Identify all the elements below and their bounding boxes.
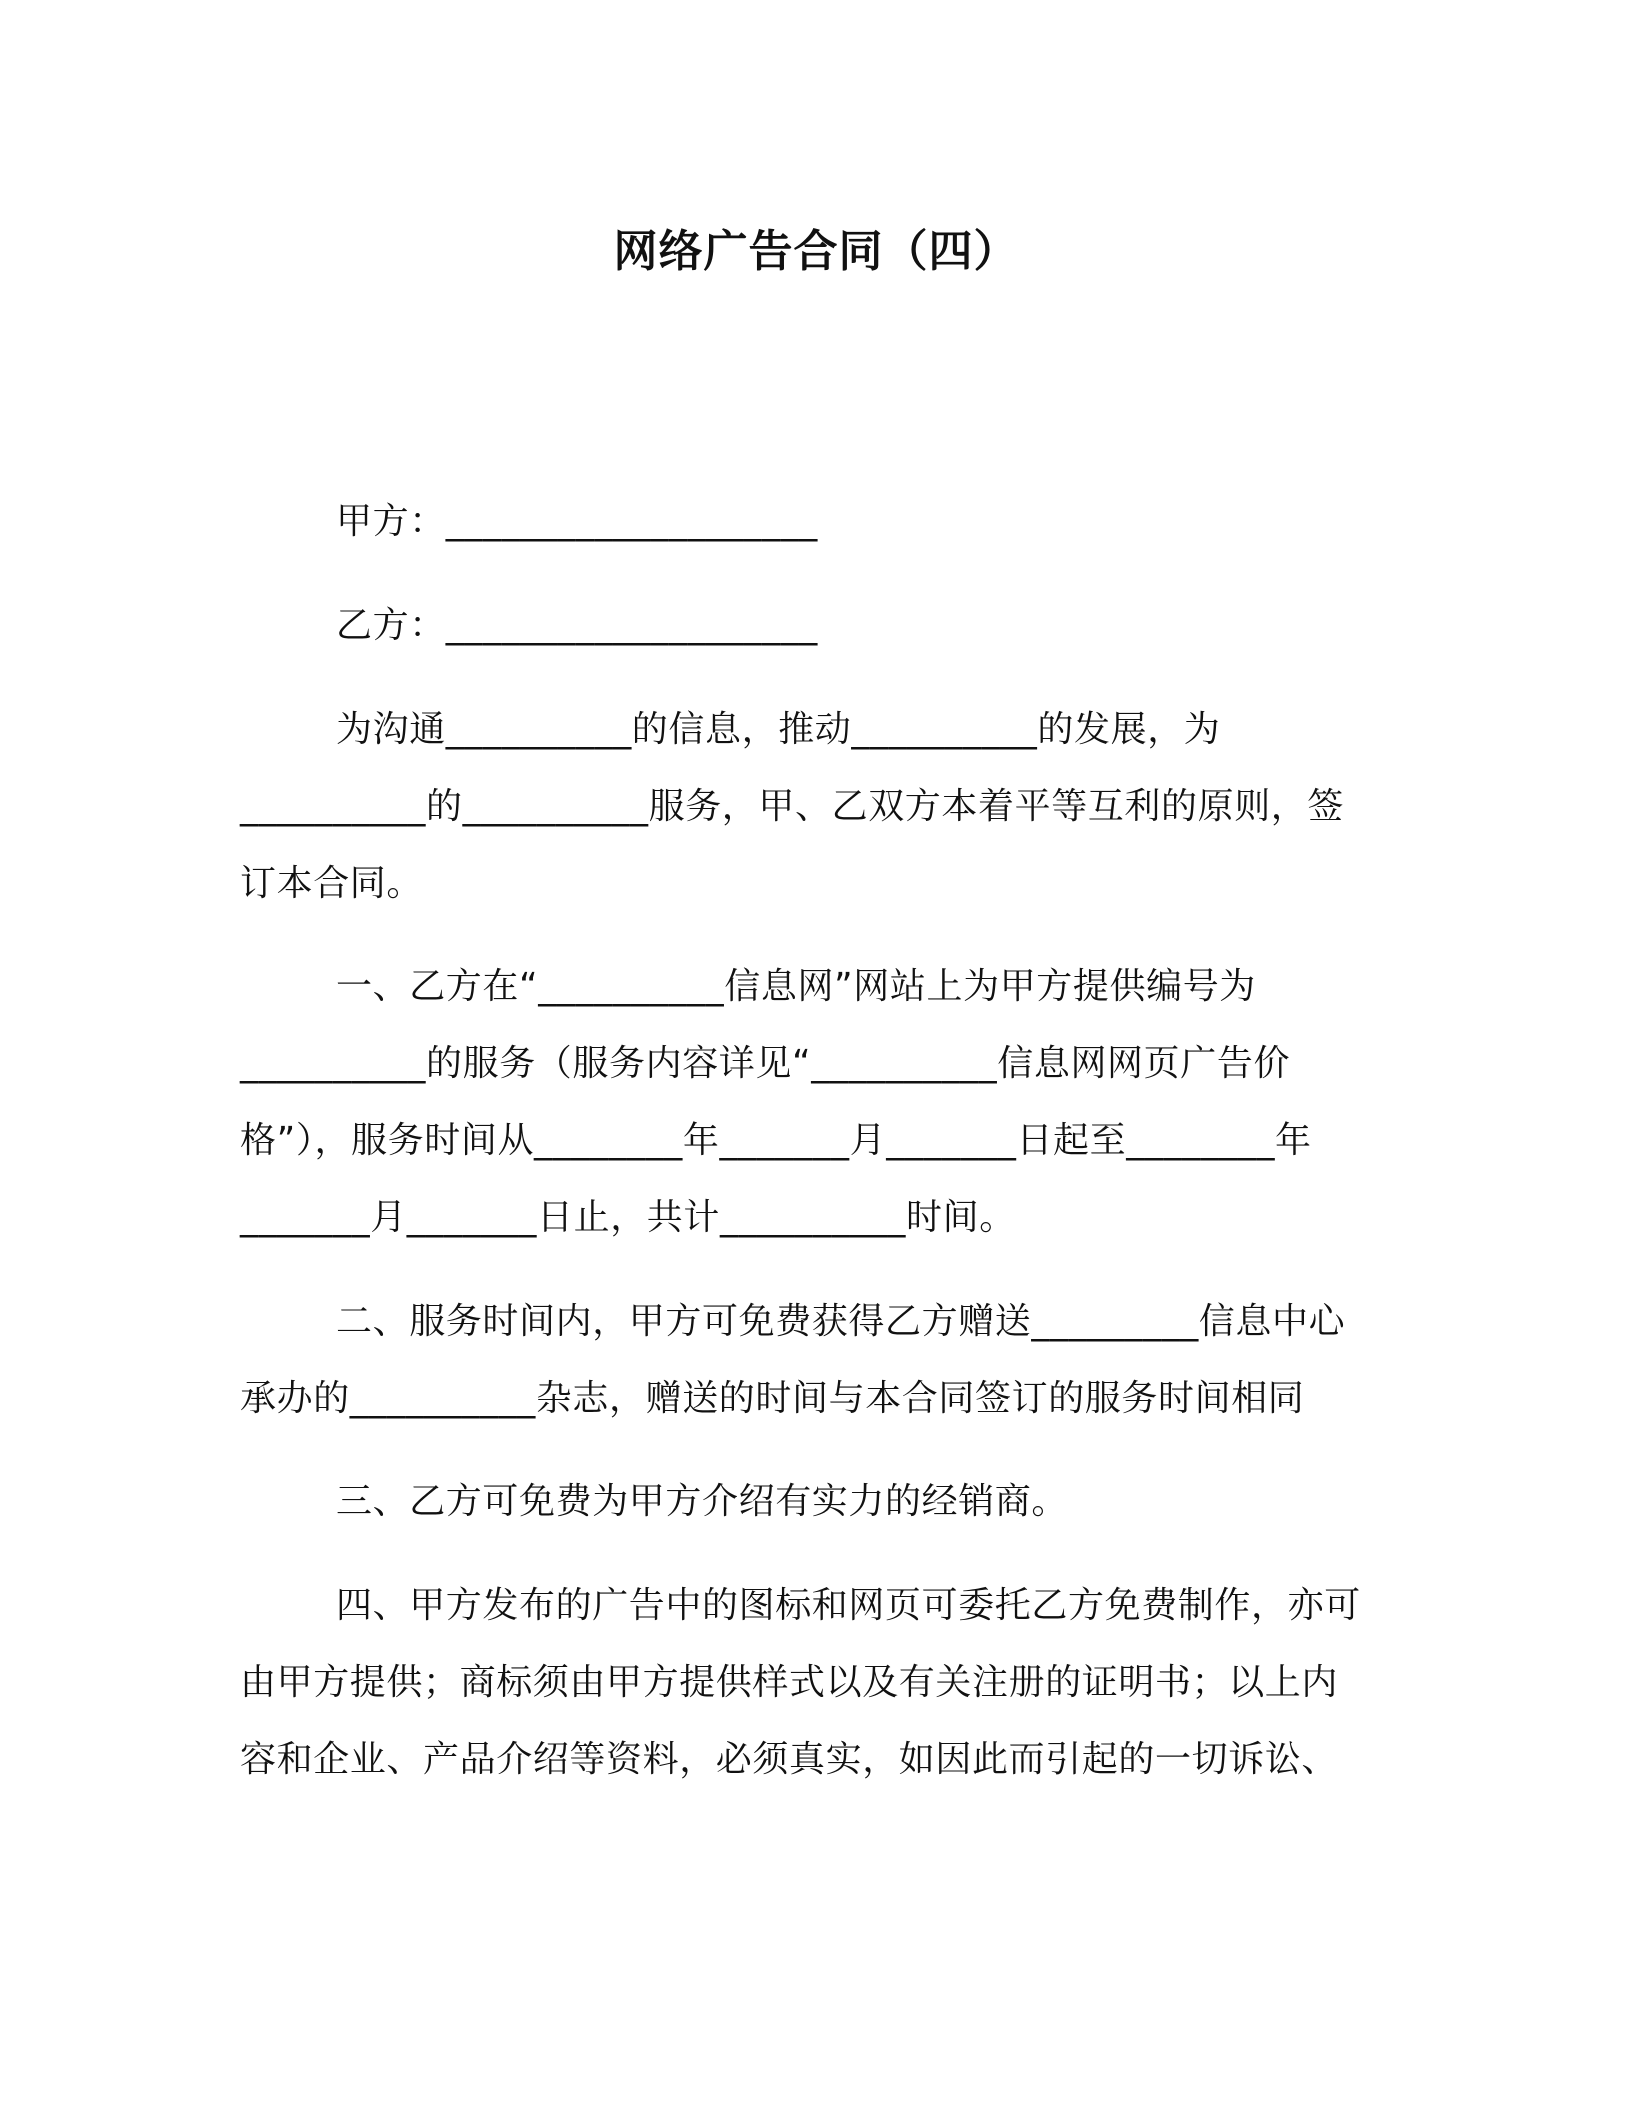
clause-4-line-1: 四、甲方发布的广告中的图标和网页可委托乙方免费制作，亦可	[336, 1585, 1361, 1626]
clause-1-line-1: 一、乙方在“__________信息网”网站上为甲方提供编号为	[336, 966, 1256, 1007]
party-b-line: 乙方：____________________	[336, 605, 818, 646]
clause-2-line-2: 承办的__________杂志，赠送的时间与本合同签订的服务时间相同	[240, 1378, 1305, 1419]
preamble-line-1: 为沟通__________的信息，推动__________的发展，为	[336, 709, 1221, 750]
clause-1-line-4: _______月_______日止，共计__________时间。	[240, 1197, 1016, 1238]
party-a-line: 甲方：____________________	[336, 501, 818, 542]
clause-4-line-3: 容和企业、产品介绍等资料，必须真实，如因此而引起的一切诉讼、	[240, 1739, 1339, 1780]
clause-3-line-1: 三、乙方可免费为甲方介绍有实力的经销商。	[336, 1481, 1069, 1522]
preamble-line-3: 订本合同。	[240, 863, 424, 904]
clause-2-line-1: 二、服务时间内，甲方可免费获得乙方赠送_________信息中心	[336, 1301, 1346, 1342]
clause-4-line-2: 由甲方提供；商标须由甲方提供样式以及有关注册的证明书；以上内	[240, 1662, 1339, 1703]
document-title: 网络广告合同（四）	[613, 226, 1019, 277]
clause-1-line-2: __________的服务（服务内容详见“__________信息网网页广告价	[240, 1043, 1291, 1084]
clause-1-line-3: 格”），服务时间从________年_______月_______日起至________年	[240, 1120, 1312, 1161]
preamble-line-2: __________的__________服务，甲、乙双方本着平等互利的原则，签	[240, 786, 1344, 827]
